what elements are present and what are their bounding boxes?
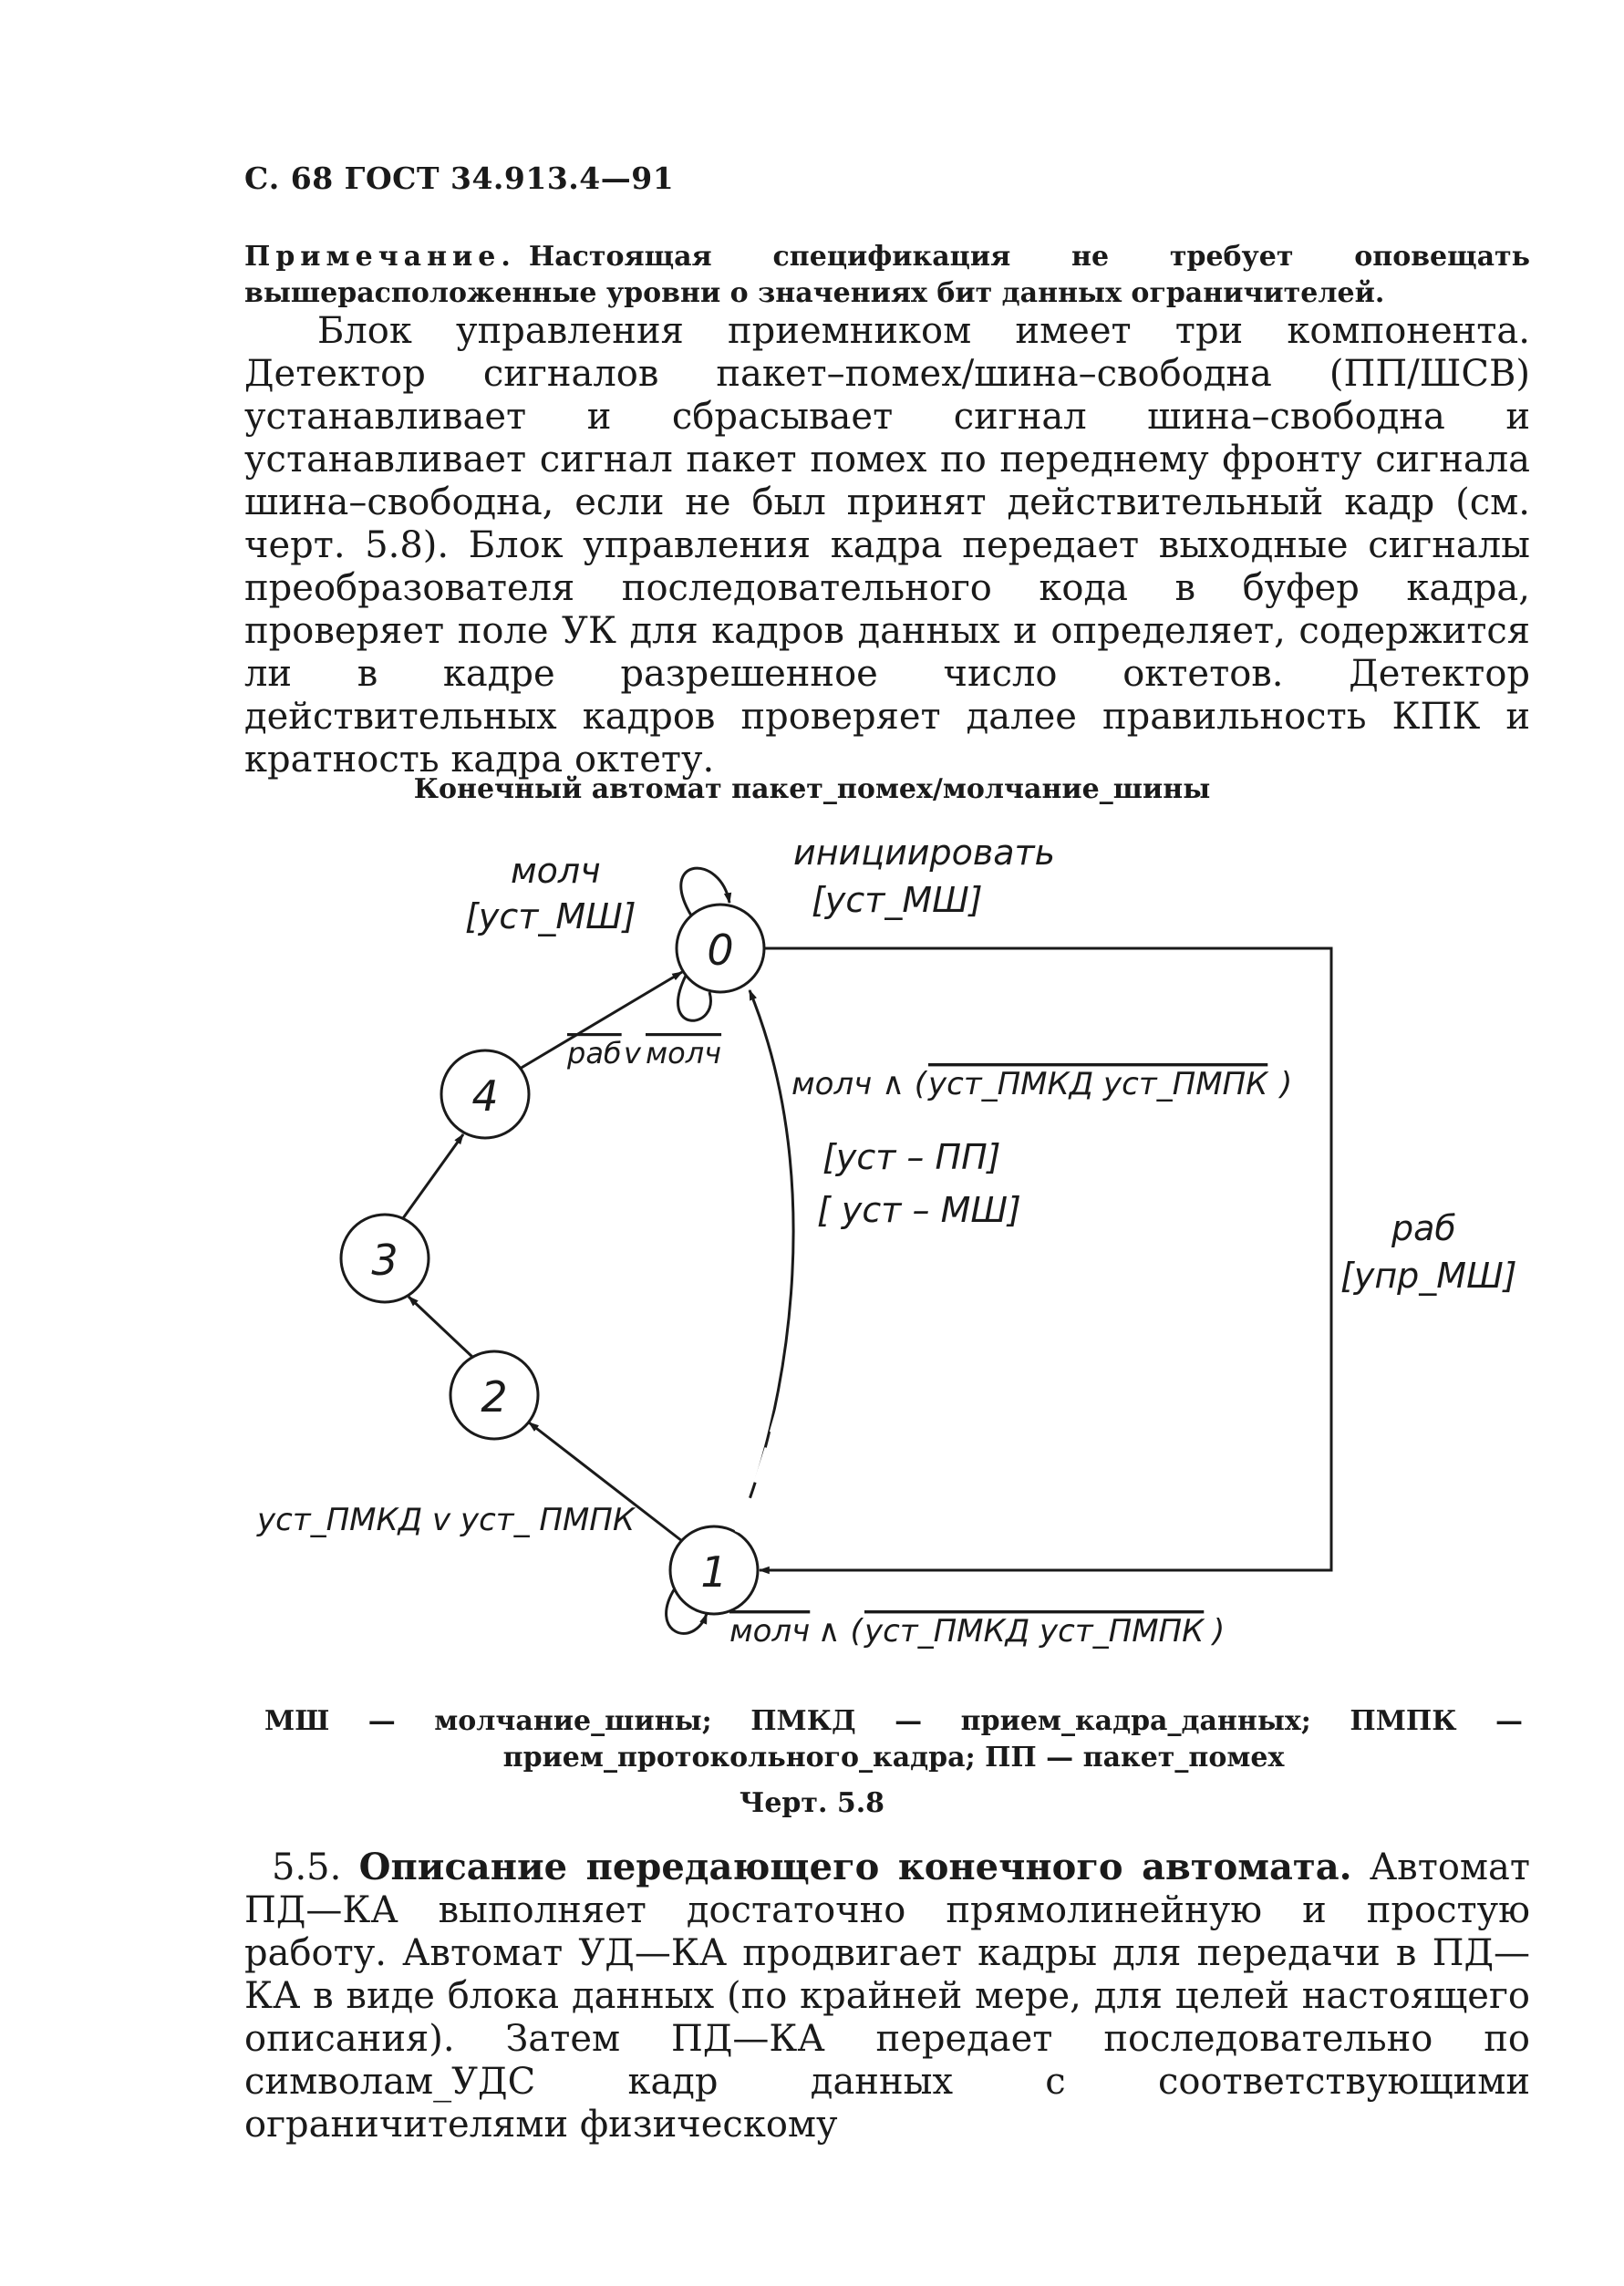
note-text: Настоящая спецификация не требует оповещать вышерасположенные уровни о значениях бит данных ограничителей.	[244, 241, 1530, 309]
label-self-1-b: ∧ (	[808, 1613, 863, 1650]
label-init-event: инициировать	[793, 833, 1056, 873]
label-self-1-c: уст_ПМКД уст_ПМПК	[864, 1613, 1205, 1650]
label-edge-0-1-event: раб	[1391, 1208, 1456, 1248]
label-edge-1-0-action2: [ уст – МШ]	[817, 1190, 1021, 1230]
label-edge-1-0-cond-prefix: молч ∧ (	[791, 1066, 927, 1102]
edge-2-3	[409, 1297, 472, 1357]
label-edge-4-0-v: v	[624, 1036, 641, 1071]
label-edge-1-2: уст_ПМКД v уст_ ПМПК	[257, 1502, 635, 1538]
state-1-label: 1	[700, 1547, 728, 1597]
label-edge-1-0-action1: [уст – ПП]	[822, 1137, 1001, 1177]
edge-0-1	[760, 948, 1331, 1570]
section-text: Автомат ПД—КА выполняет достаточно прямолинейную и простую работу. Автомат УД—КА продвигает кадры для передачи в ПД—КА в виде блока данных (по крайней мере, для целей настоящего описания). Затем ПД—КА передает последовательно по символам_УДС кадр данных с соответствующими ограничителями физическому	[244, 1846, 1531, 2146]
state-3	[341, 1215, 429, 1302]
section-number: 5.5.	[272, 1846, 342, 1888]
state-3-label: 3	[371, 1236, 398, 1285]
state-1	[670, 1526, 758, 1614]
state-4-label: 4	[471, 1071, 499, 1121]
state-2-label: 2	[481, 1372, 508, 1422]
figure-caption: Черт. 5.8	[739, 1787, 885, 1819]
label-edge-0-1-action: [упр_МШ]	[1340, 1256, 1517, 1296]
page-header: С. 68 ГОСТ 34.913.4—91	[244, 160, 675, 196]
paragraph-receiver-control: Блок управления приемником имеет три компонента. Детектор сигналов пакет–помех/шина–свободна (ПП/ШСВ) устанавливает и сбрасывает сигнал шина–свободна и устанавливает сигнал пакет помех по переднему фронту сигнала шина–свободна, если не был принят действительный кадр (см. черт. 5.8). Блок управления кадра передает выходные сигналы преобразователя последовательного кода в буфер кадра, проверяет поле УК для кадров данных и определяет, содержится ли в кадре разрешенное число октетов. Детектор действительных кадров проверяет далее правильность КПК и кратность кадра октету.	[244, 310, 1530, 781]
section-title: Описание передающего конечного автомата.	[358, 1846, 1352, 1888]
label-self-1-d: )	[1213, 1613, 1226, 1650]
label-init-action: [уст_МШ]	[812, 880, 983, 920]
label-self-1-a: молч	[729, 1613, 811, 1650]
state-0-label: 0	[707, 926, 734, 975]
label-edge-4-0-b: молч	[646, 1036, 722, 1071]
edge-3-4	[403, 1134, 463, 1218]
state-0	[677, 905, 764, 992]
state-4	[441, 1050, 529, 1138]
section-5-5	[244, 1846, 1530, 2146]
label-self-0-event: молч	[511, 851, 601, 891]
label-self-0-action: [уст_МШ]	[465, 896, 636, 936]
label-edge-1-0-cond: уст_ПМКД уст_ПМПК	[928, 1066, 1268, 1102]
label-edge-4-0-a: раб	[567, 1036, 622, 1071]
note-label: Примечание.	[244, 241, 516, 273]
figure-title: Конечный автомат пакет_помех/молчание_шины	[413, 773, 1211, 805]
state-2	[450, 1351, 538, 1439]
label-edge-1-0-cond-suffix: )	[1280, 1066, 1293, 1102]
figure-legend: МШ — молчание_шины; ПМКД — прием_кадра_данных; ПМПК — прием_протокольного_кадра; ПП — пакет_помех	[264, 1705, 1523, 1774]
